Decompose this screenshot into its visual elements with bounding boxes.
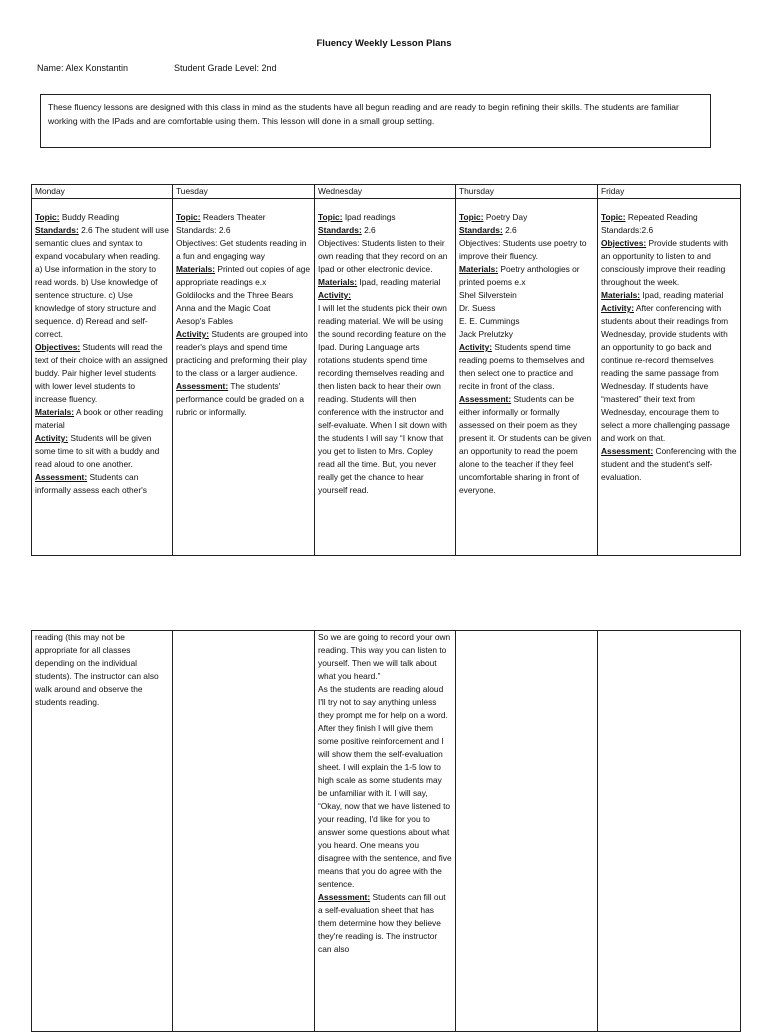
grade-level: Student Grade Level: 2nd xyxy=(174,63,277,73)
materials-label: Materials: xyxy=(35,407,75,417)
materials-text: A book or other reading material xyxy=(35,407,164,430)
activity-text: Students are grouped into reader's plays and spend time practicing and preforming their play to the class or a larger audience. xyxy=(176,329,308,378)
topic-text: Buddy Reading xyxy=(59,212,120,222)
poet-item: Shel Silverstein xyxy=(459,290,517,300)
lesson-plan-table xyxy=(31,184,741,556)
day-header-wednesday: Wednesday xyxy=(315,185,456,199)
objectives-text: Objectives: Students use poetry to improve their fluency. xyxy=(459,238,587,261)
activity-text: Students will be given some time to sit with a buddy and read aloud to one another. xyxy=(35,433,160,469)
activity-label: Activity: xyxy=(459,342,493,352)
activity-label: Activity: xyxy=(601,303,635,313)
page-title: Fluency Weekly Lesson Plans xyxy=(316,38,452,49)
topic-label: Topic: xyxy=(176,212,201,222)
assessment-text: Students can be either informally or formally assessed on their poem as they present it. Or students can be given an opportunity to read the poem alone to the teacher if they feel uncomfortable sharing in front of everyone. xyxy=(459,394,592,495)
wednesday-continued-text: So we are going to record your own reading. This way you can listen to yourself. Then we will talk about what you heard.” xyxy=(318,632,451,681)
thursday-continued-cell xyxy=(456,631,598,1032)
header-info-row xyxy=(37,63,277,73)
lesson-plan-table-continued xyxy=(31,630,741,1032)
friday-continued-cell xyxy=(598,631,741,1032)
materials-text: Poetry anthologies or printed poems e.x xyxy=(459,264,580,287)
activity-text: I will let the students pick their own reading material. We will be using the sound recording feature on the Ipad. During Language arts rotations students spend time recording themselves reading and then listen back to hear their own reading. Students will then conference with the instructor and self-evaluate. When I sit down with the students I will say “I know that you get to listen to Mrs. Copley read all the time. But, you never really get the chance to hear yourself read. xyxy=(318,303,447,495)
standards-label: Standards: xyxy=(318,225,362,235)
wednesday-continued-text: After they finish I will give them some positive reinforcement and I will show them the self-evaluation sheet. I will explain the 1-5 low to high scale as some students may be unfamiliar with it. I will say, “Okay, now that we have listened to your reading, I'd like for you to answer some questions about what you heard. One means you disagree with the sentence, and five means that you do agree with the sentence. xyxy=(318,723,452,889)
standards-text: 2.6 The student will use semantic clues and syntax to expand vocabulary when reading. a) Use information in the story to read words. b) Use knowledge of sentence structure. c) Use knowledge of story structure and sequence. d) Reread and self-correct. xyxy=(35,225,169,339)
poet-item: E. E. Cummings xyxy=(459,316,520,326)
monday-continued-cell xyxy=(32,631,173,1032)
standards-text: Standards: 2.6 xyxy=(176,225,231,235)
activity-label: Activity: xyxy=(35,433,69,443)
intro-box: These fluency lessons are designed with this class in mind as the students have all begun reading and are ready to begin refining their skills. The students are familiar working with the IPads and are comfortable using them. This lesson will done in a small group setting. xyxy=(40,94,711,148)
objectives-label: Objectives: xyxy=(35,342,81,352)
friday-cell xyxy=(598,199,741,556)
assessment-label: Assessment: xyxy=(35,472,88,482)
activity-text: After conferencing with students about their readings from Wednesday, provide students with an opportunity to go back and continue re-record themselves reading the same passage from Wednesday. If students have “mastered” their text from Wednesday, encourage them to select a more challenging passage and work on that. xyxy=(601,303,730,443)
poet-item: Jack Prelutzky xyxy=(459,329,513,339)
continued-content-row xyxy=(32,631,741,1032)
assessment-text: The students' performance could be graded on a rubric or informally. xyxy=(176,381,305,417)
objectives-text: Objectives: Students listen to their own reading that they record on an Ipad or other electronic device. xyxy=(318,238,448,274)
activity-label: Activity: xyxy=(318,290,352,300)
materials-label: Materials: xyxy=(459,264,499,274)
wednesday-continued-text: As the students are reading aloud I'll try not to say anything unless they prompt me for help on a word. xyxy=(318,684,448,720)
assessment-text: Students can informally assess each other's xyxy=(35,472,147,495)
assessment-label: Assessment: xyxy=(318,892,371,902)
topic-label: Topic: xyxy=(318,212,343,222)
reading-item: Aesop's Fables xyxy=(176,316,233,326)
standards-text: 2.6 xyxy=(361,225,376,235)
reading-item: Goldilocks and the Three Bears xyxy=(176,290,294,300)
topic-text: Ipad readings xyxy=(342,212,396,222)
standards-text: Standards:2.6 xyxy=(601,225,654,235)
standards-label: Standards: xyxy=(459,225,503,235)
assessment-label: Assessment: xyxy=(601,446,654,456)
materials-text: Printed out copies of age appropriate readings e.x xyxy=(176,264,311,287)
wednesday-cell xyxy=(315,199,456,556)
assessment-text: Conferencing with the student and the student's self-evaluation. xyxy=(601,446,737,482)
tuesday-continued-cell xyxy=(173,631,315,1032)
topic-label: Topic: xyxy=(601,212,626,222)
assessment-label: Assessment: xyxy=(459,394,512,404)
standards-label: Standards: xyxy=(35,225,79,235)
student-name: Name: Alex Konstantin xyxy=(37,63,129,73)
day-header-row xyxy=(32,185,741,199)
topic-label: Topic: xyxy=(35,212,60,222)
topic-label: Topic: xyxy=(459,212,484,222)
materials-label: Materials: xyxy=(601,290,641,300)
topic-text: Poetry Day xyxy=(483,212,528,222)
materials-text: Ipad, reading material xyxy=(640,290,724,300)
reading-item: Anna and the Magic Coat xyxy=(176,303,271,313)
thursday-cell xyxy=(456,199,598,556)
objectives-label: Objectives: xyxy=(601,238,647,248)
wednesday-continued-cell xyxy=(315,631,456,1032)
topic-text: Readers Theater xyxy=(200,212,266,222)
objectives-text: Provide students with an opportunity to listen to and consciously improve their reading throughout the week. xyxy=(601,238,729,287)
assessment-label: Assessment: xyxy=(176,381,229,391)
monday-cell xyxy=(32,199,173,556)
topic-text: Repeated Reading xyxy=(625,212,698,222)
materials-label: Materials: xyxy=(176,264,216,274)
objectives-text: Students will read the text of their choice with an assigned buddy. Pair higher level students with lower level students to increase fluency. xyxy=(35,342,168,404)
day-header-tuesday: Tuesday xyxy=(173,185,315,199)
objectives-text: Objectives: Get students reading in a fun and engaging way xyxy=(176,238,307,261)
assessment-text: Students can fill out a self-evaluation sheet that has them determine how they believe they're reading is. The instructor can also xyxy=(318,892,446,954)
day-header-friday: Friday xyxy=(598,185,741,199)
materials-label: Materials: xyxy=(318,277,358,287)
activity-text: Students spend time reading poems to themselves and then select one to practice and recite in front of the class. xyxy=(459,342,585,391)
lesson-content-row xyxy=(32,199,741,556)
activity-label: Activity: xyxy=(176,329,210,339)
day-header-thursday: Thursday xyxy=(456,185,598,199)
poet-item: Dr. Suess xyxy=(459,303,496,313)
day-header-monday: Monday xyxy=(32,185,173,199)
standards-text: 2.6 xyxy=(502,225,517,235)
materials-text: Ipad, reading material xyxy=(357,277,441,287)
tuesday-cell xyxy=(173,199,315,556)
monday-continued-text: reading (this may not be appropriate for all classes depending on the individual students). The instructor can also walk around and observe the students reading. xyxy=(35,632,159,707)
